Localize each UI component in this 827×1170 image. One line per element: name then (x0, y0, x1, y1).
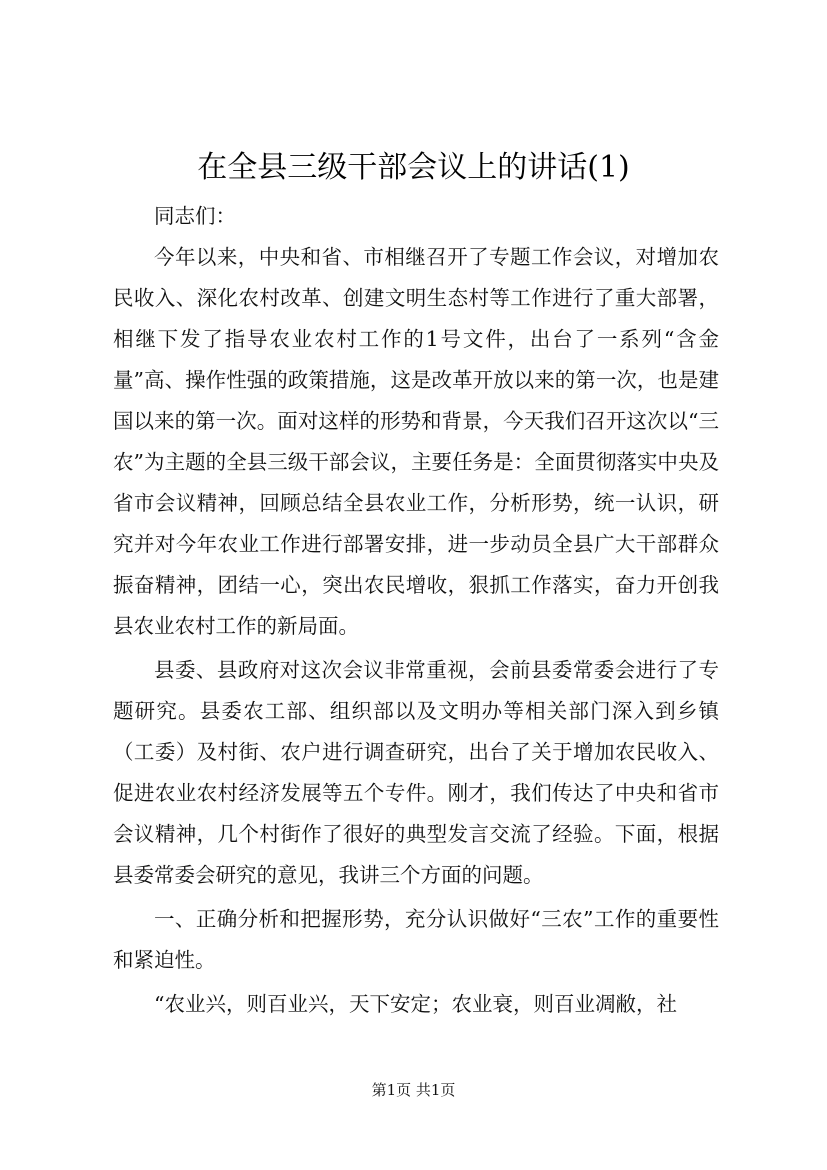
paragraph-1: 今年以来，中央和省、市相继召开了专题工作会议，对增加农民收入、深化农村改革、创建文明生态村等工作进行了重大部署，相继下发了指导农业农村工作的1号文件，出台了一系列“含金量”高、操作性强的政策措施，这是改革开放以来的第一次，也是建国以来的第一次。面对这样的形势和背景，今天我们召开这次以“三农”为主题的全县三级干部会议，主要任务是：全面贯彻落实中央及省市会议精神，回顾总结全县农业工作，分析形势，统一认识，研究并对今年农业工作进行部署安排，进一步动员全县广大干部群众振奋精神，团结一心，突出农民增收，狠抓工作落实，奋力开创我县农业农村工作的新局面。 (113, 245, 719, 638)
paragraph-3: 一、正确分析和把握形势，充分认识做好“三农”工作的重要性和紧迫性。 (113, 907, 719, 972)
salutation: 同志们： (154, 204, 236, 228)
paragraph-2: 县委、县政府对这次会议非常重视，会前县委常委会进行了专题研究。县委农工部、组织部以及文明办等相关部门深入到乡镇（工委）及村街、农户进行调查研究，出台了关于增加农民收入、促进农业农村经济发展等五个专件。刚才，我们传达了中央和省市会议精神，几个村街作了很好的典型发言交流了经验。下面，根据县委常委会研究的意见，我讲三个方面的问题。 (113, 658, 719, 887)
document-title: 在全县三级干部会议上的讲话(1) (197, 150, 630, 185)
paragraph-4: “农业兴，则百业兴，天下安定；农业衰，则百业凋敝，社 (154, 992, 677, 1016)
page-number-footer: 第1页 共1页 (371, 1081, 456, 1099)
document-body (113, 196, 719, 1025)
